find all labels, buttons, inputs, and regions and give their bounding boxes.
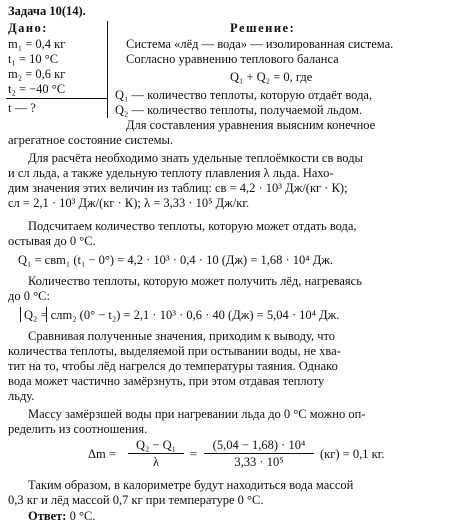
solution-line: Таким образом, в калориметре будут находиться вода массой <box>28 478 354 492</box>
solution-line: Массу замёрзшей воды при нагревании льда до 0 °C можно оп- <box>28 407 366 421</box>
solution-line: ределить из соотношения. <box>8 422 148 436</box>
solution-line: Для составления уравнения выясним конечное <box>126 118 376 132</box>
given-label: Дано: <box>8 21 48 35</box>
solution-line: льду. <box>8 389 35 403</box>
solution-line: тит на то, чтобы лёд нагрелся до температуры таяния. Однако <box>8 359 338 373</box>
solution-line: количества теплоты, выделяемой при остывании воды, не хва- <box>8 344 341 358</box>
solution-line: Q₁ — количество теплоты, которую отдаёт вода, <box>115 88 373 102</box>
fraction-1-denominator: λ <box>152 455 160 469</box>
fraction-2-bar <box>204 453 314 454</box>
solution-line: cл = 2,1 · 10³ Дж/(кг · К); λ = 3,33 · 10⁵ Дж/кг. <box>8 196 250 210</box>
answer-value: 0 °C. <box>69 509 96 523</box>
given-separator <box>6 98 107 99</box>
solution-line: остывая до 0 °C. <box>8 234 96 248</box>
solution-line: дим значения этих величин из таблиц: cв = 4,2 · 10³ Дж/(кг · К); <box>8 181 348 195</box>
q1-formula: Q₁ = cвm₁ (t₁ − 0°) = 4,2 · 10³ · 0,4 · 10 (Дж) = 1,68 · 10⁴ Дж. <box>18 253 334 267</box>
solution-line: Подсчитаем количество теплоты, которую может отдать вода, <box>28 219 357 233</box>
solution-line: 0,3 кг и лёд массой 0,7 кг при температуре 0 °C. <box>8 493 264 507</box>
solution-line: Согласно уравнению теплового баланса <box>126 52 339 66</box>
given-t1: t₁ = 10 °C <box>8 52 59 66</box>
given-find: t — ? <box>8 101 36 115</box>
fraction-2-denominator: 3,33 · 10⁵ <box>234 455 284 469</box>
abs-bar-left <box>20 307 21 322</box>
solution-line: агрегатное состояние системы. <box>8 133 174 147</box>
given-divider <box>107 21 108 118</box>
answer <box>28 509 95 523</box>
dm-lhs: Δm = <box>88 447 116 461</box>
solution-line: вода может частично замёрзнуть, при этом отдавая теплоту <box>8 374 325 388</box>
balance-equation: Q₁ + Q₂ = 0, где <box>230 70 313 84</box>
dm-result: (кг) = 0,1 кг. <box>320 447 385 461</box>
solution-line: до 0 °C: <box>8 289 50 303</box>
solution-line: и cл льда, а также удельную теплоту плавления λ льда. Нахо- <box>8 166 334 180</box>
fraction-1-numerator: Q₂ − Q₁ <box>135 438 177 452</box>
answer-label: Ответ: <box>28 509 67 523</box>
given-m2: m₂ = 0,6 кг <box>8 67 66 81</box>
solution-line: Q₂ — количество теплоты, получаемой льдом. <box>115 103 363 117</box>
fraction-2-numerator: (5,04 − 1,68) · 10⁴ <box>212 438 306 452</box>
q2-formula: Q₂ = cлm₂ (0° − t₂) = 2,1 · 10³ · 0,6 · 40 (Дж) = 5,04 · 10⁴ Дж. <box>24 308 340 322</box>
given-m1: m₁ = 0,4 кг <box>8 37 66 51</box>
solution-line: Количество теплоты, которую может получить лёд, нагреваясь <box>28 274 362 288</box>
solution-line: Сравнивая полученные значения, приходим к выводу, что <box>28 329 336 343</box>
problem-title: Задача 10(14). <box>8 4 86 18</box>
solution-line: Для расчёта необходимо знать удельные теплоёмкости cв воды <box>28 151 363 165</box>
solution-heading: Решение: <box>230 21 296 35</box>
dm-equals: = <box>190 447 198 461</box>
solution-line: Система «лёд — вода» — изолированная система. <box>126 37 394 51</box>
fraction-1-bar <box>128 453 184 454</box>
given-t2: t₂ = −40 °C <box>8 82 66 96</box>
